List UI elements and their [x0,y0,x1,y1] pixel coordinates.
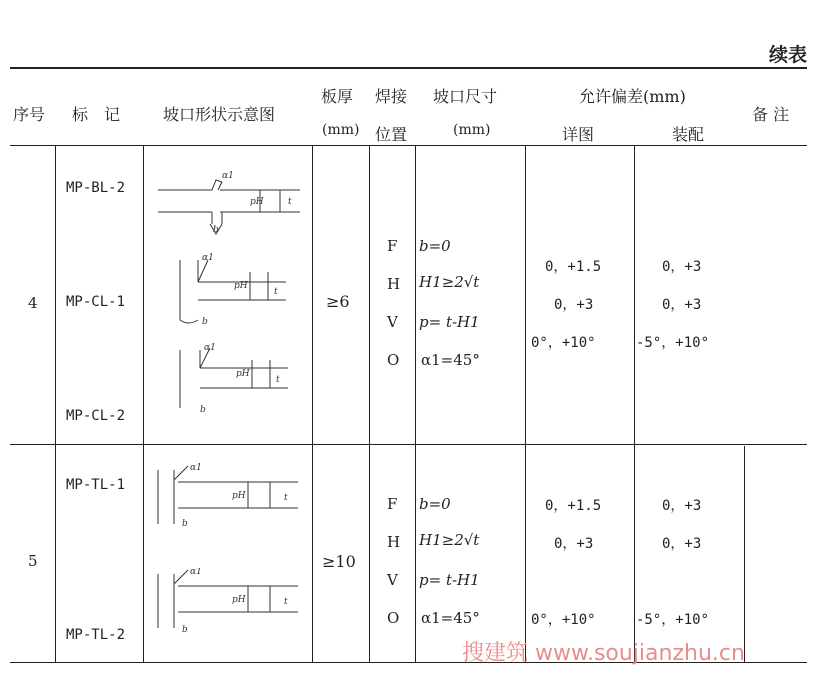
row5-assembly-1: 0，+3 [662,498,702,514]
diagram-mp-tl-1 [152,462,308,536]
diagram-mp-tl-2 [152,568,308,640]
svg-text:b: b [182,625,188,635]
header-weld-pos-2: 位置 [375,125,408,144]
row4-detail-1: 0，+1.5 [545,259,602,275]
row4-detail-3: 0°，+10° [531,335,596,351]
svg-text:b: b [202,317,208,327]
svg-text:t: t [274,287,278,297]
col-line [143,146,144,662]
svg-text:t: t [288,197,292,207]
header-shape: 坡口形状示意图 [163,105,276,124]
row5-assembly-3: -5°，+10° [636,612,710,628]
svg-text:t: t [276,375,280,385]
row5-pos-f: F [387,495,398,513]
col-line [55,146,56,662]
svg-text:b: b [213,225,219,235]
row5-detail-1: 0，+1.5 [545,498,602,514]
header-thickness: 板厚 [321,87,354,106]
row4-assembly-2: 0，+3 [662,297,702,313]
svg-text:pH: pH [234,281,248,291]
top-rule [10,67,807,69]
col-line [634,146,635,662]
svg-text:pH: pH [236,369,250,379]
row5-assembly-2: 0，+3 [662,536,702,552]
row5-size-b: b=0 [419,495,451,513]
row4-mark-2: MP-CL-1 [66,294,126,310]
svg-text:α1: α1 [202,253,214,263]
header-tolerance: 允许偏差(mm) [579,87,686,106]
row5-thickness: ≥10 [322,552,356,571]
svg-text:b: b [200,405,206,415]
row5-detail-3: 0°，+10° [531,612,596,628]
svg-text:pH: pH [250,197,264,207]
row4-pos-v: V [387,313,398,331]
row4-size-alpha: α1=45° [421,351,480,369]
svg-text:α1: α1 [190,568,202,577]
header-rule [10,145,807,146]
row4-pos-o: O [387,351,400,369]
col-line [369,146,370,662]
row5-mark-2: MP-TL-2 [66,627,126,643]
row4-size-h1: H1≥2√t [419,273,480,291]
header-assembly: 装配 [672,125,705,144]
row4-pos-f: F [387,237,398,255]
diagram-mp-bl-2 [150,168,310,238]
header-weld-pos-1: 焊接 [375,87,408,106]
svg-text:t: t [284,493,288,503]
col-line [312,146,313,662]
row4-size-p: p= t-H1 [419,313,480,331]
svg-text:α1: α1 [190,463,202,473]
col-line [415,146,416,662]
row4-assembly-3: -5°，+10° [636,335,710,351]
row4-assembly-1: 0，+3 [662,259,702,275]
header-mark: 标 记 [72,105,121,124]
row4-detail-2: 0，+3 [554,297,594,313]
row4-seq: 4 [28,294,38,312]
diagram-mp-cl-2 [160,342,310,418]
header-groove-size: 坡口尺寸 [433,87,498,106]
row4-size-b: b=0 [419,237,451,255]
row4-thickness: ≥6 [326,292,350,311]
row5-size-p: p= t-H1 [419,571,480,589]
svg-text:α1: α1 [222,171,234,181]
row5-size-h1: H1≥2√t [419,531,480,549]
svg-text:t: t [284,597,288,607]
row5-pos-v: V [387,571,398,589]
svg-text:pH: pH [232,491,246,501]
svg-text:pH: pH [232,595,246,605]
header-seq: 序号 [13,105,46,124]
row5-mark-1: MP-TL-1 [66,477,126,493]
row5-seq: 5 [28,552,38,570]
header-remark: 备 注 [752,105,790,124]
row5-size-alpha: α1=45° [421,609,480,627]
row-divider [10,444,807,445]
col-line [525,146,526,662]
col-line [744,446,745,662]
row5-detail-2: 0，+3 [554,536,594,552]
header-detail: 详图 [562,125,595,144]
diagram-mp-cl-1 [158,252,308,330]
row4-pos-h: H [387,275,401,293]
continued-label: 续表 [768,44,807,66]
svg-text:b: b [182,519,188,529]
row5-pos-o: O [387,609,400,627]
header-groove-unit: (mm) [453,122,491,138]
header-thickness-unit: (mm) [322,122,360,138]
row4-mark-3: MP-CL-2 [66,408,126,424]
svg-text:α1: α1 [204,343,216,353]
watermark: 搜建筑 www.soujianzhu.cn [462,641,745,666]
row4-mark-1: MP-BL-2 [66,180,126,196]
row5-pos-h: H [387,533,401,551]
